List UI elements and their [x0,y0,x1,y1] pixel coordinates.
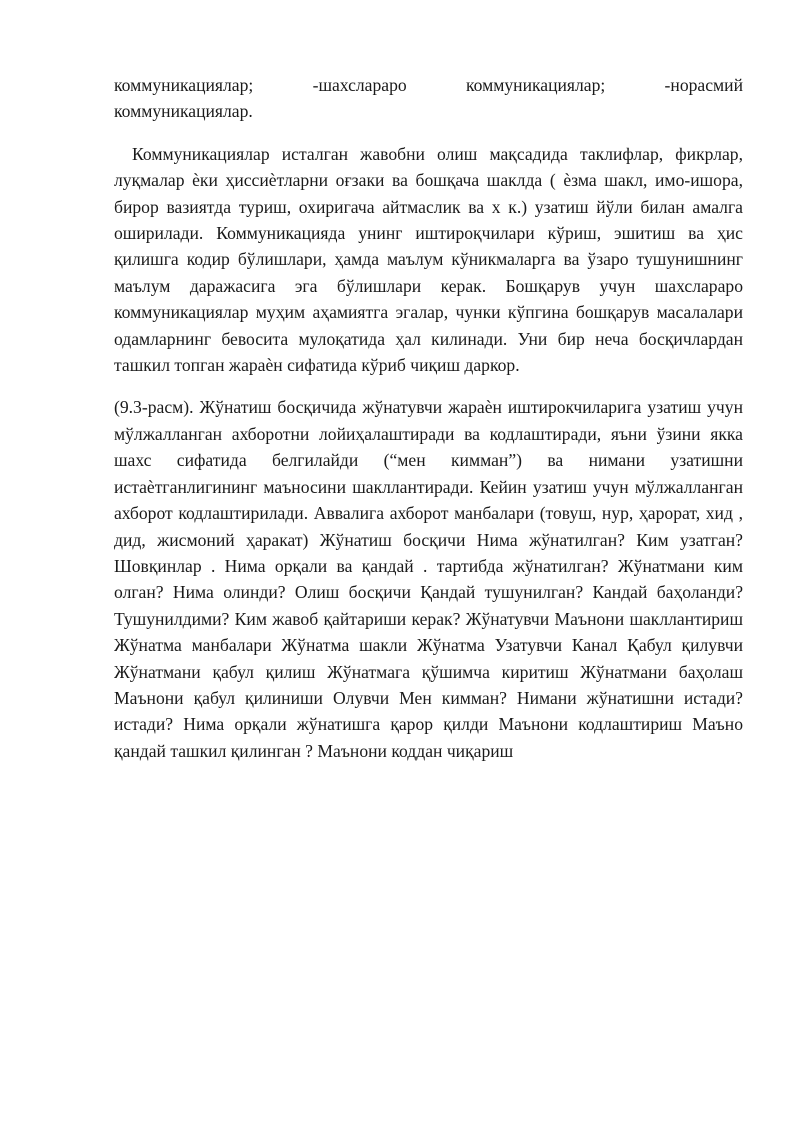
paragraph-1-end: коммуникациялар. [114,101,253,122]
paragraph-3: (9.3-расм). Жўнатиш босқичида жўнатувчи жараѐн иштирокчиларига узатиш учун мўлжалланган ахборотни лойиҳалаштиради ва кодлаштиради, яъни ўзини якка шахс сифатида белгилайди (“мен кимман”) ва нимани узатишни истаѐтганлигининг маъносини шакллантиради. Кейин узатиш учун мўлжалланган ахборот кодлаштирилади. Аввалига ахборот манбалари (товуш, нур, ҳарорат, хид , дид, жисмоний ҳаракат) Жўнатиш босқичи Нима жўнатилган? Ким узатган? Шовқинлар . Нима орқали ва қандай . тартибда жўнатилган? Жўнатмани ким олган? Нима олинди? Олиш босқичи Қандай тушунилган? Кандай баҳоланди? Тушунилдими? Ким жавоб қайтариши керак? Жўнатувчи Маънони шакллантириш Жўнатма манбалари Жўнатма шакли Жўнатма Узатувчи Канал Қабул қилувчи Жўнатмани қабул қилиш Жўнатмага қўшимча киритиш Жўнатмани баҳолаш Маънони қабул қилиниши Олувчи Мен кимман? Нимани жўнатишни истади? истади? Нима орқали жўнатишга қарор қилди Маънони кодлаштириш Маъно қандай ташкил қилинган ? Маънони коддан чиқариш [114,397,743,761]
paragraph-2: Коммуникациялар исталган жавобни олиш мақсадида таклифлар, фикрлар, луқмалар ѐки ҳиссиѐтларни оғзаки ва бошқача шаклда ( ѐзма шакл, имо-ишора, бирор вазиятда туриш, охиригача айтмаслик ва х к.) узатиш йўли билан амалга оширилади. Коммуникацияда унинг иштироқчилари кўриш, эшитиш ва ҳис қилишга кодир бўлишлари, ҳамда маълум кўникмаларга ва ўзаро тушунишнинг маълум даражасига эга бўлишлари керак. Бошқарув учун шахслараро коммуникациялар муҳим аҳамиятга эгалар, чунки кўпгина бошқарув масалалари одамларнинг бевосита мулоқатида ҳал килинади. Уни бир неча босқичлардан ташкил топган жараѐн сифатида кўриб чиқиш даркор. [114,143,743,376]
paragraph-1-line: коммуникациялар; -шахслараро коммуникациялар; -норасмий [114,75,743,95]
document-page [114,72,743,764]
